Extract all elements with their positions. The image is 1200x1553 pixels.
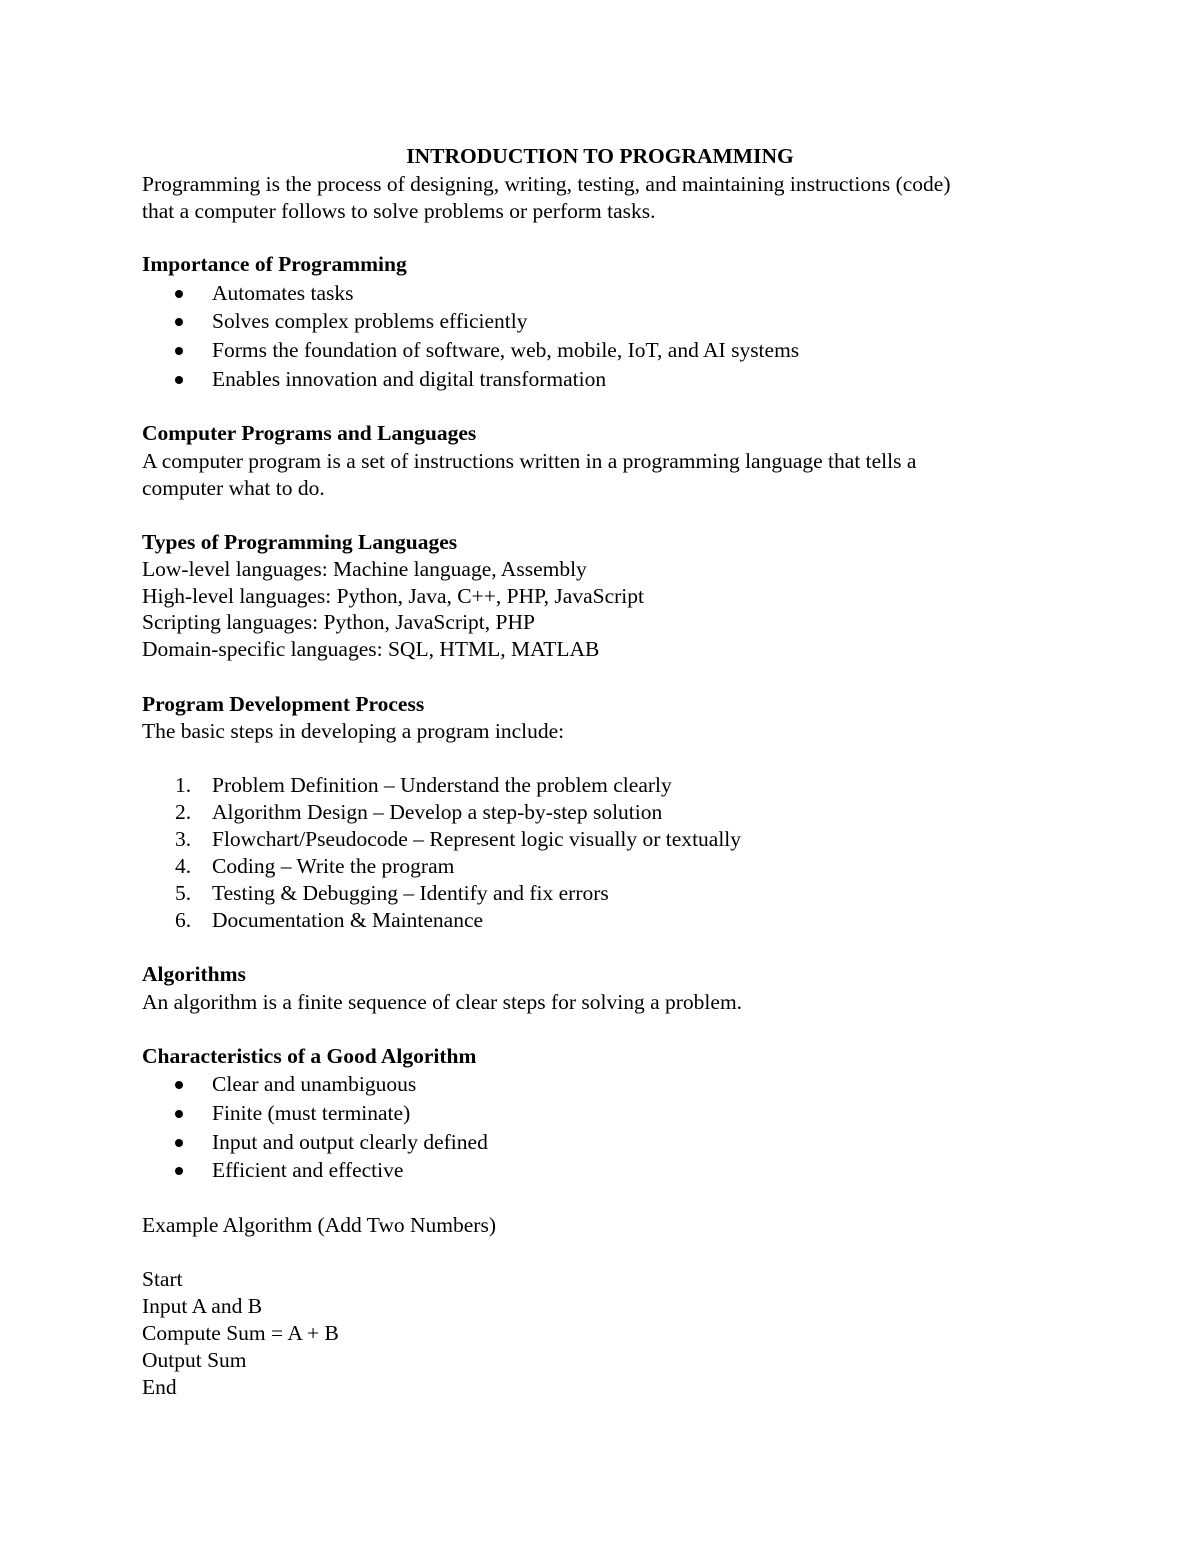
section-heading-algorithms: Algorithms	[142, 962, 246, 986]
bullet-icon	[175, 376, 183, 384]
language-type-line: Scripting languages: Python, JavaScript, PHP	[142, 610, 535, 634]
example-step: End	[142, 1375, 177, 1399]
bullet-icon	[175, 347, 183, 355]
paragraph-line: An algorithm is a finite sequence of clear steps for solving a problem.	[142, 990, 743, 1014]
example-step: Start	[142, 1267, 183, 1291]
bullet-icon	[175, 1110, 183, 1118]
language-type-line: Domain-specific languages: SQL, HTML, MATLAB	[142, 637, 600, 661]
example-step: Output Sum	[142, 1348, 247, 1372]
example-step: Compute Sum = A + B	[142, 1321, 339, 1345]
section-heading-process: Program Development Process	[142, 692, 425, 716]
paragraph-line: The basic steps in developing a program include:	[142, 719, 565, 743]
intro-line: Programming is the process of designing, writing, testing, and maintaining instructions (code)	[142, 172, 951, 196]
bullet-icon	[175, 1167, 183, 1175]
paragraph-line: computer what to do.	[142, 476, 325, 500]
bullet-icon	[175, 290, 183, 298]
paragraph-line: A computer program is a set of instructions written in a programming language that tells a	[142, 449, 917, 473]
example-step: Input A and B	[142, 1294, 263, 1318]
bullet-icon	[175, 1081, 183, 1089]
section-heading-importance: Importance of Programming	[142, 252, 407, 276]
bullet-icon	[175, 1139, 183, 1147]
document-page: INTRODUCTION TO PROGRAMMING Programming is the process of designing, writing, testing, and maintaining instructions (code) that a computer follows to solve problems or perform tasks. Importance of Programming Automates tasks Solves complex problems efficiently Forms the foundation of software, web, mobile, IoT, and AI systems Enables innovation and digital transformation Computer Programs and Languages A computer program is a set of instructions written in a programming language that tells a computer what to do. Types of Programming Languages Low-level languages: Machine language, Assembly High-level languages: Python, Java, C++, PHP, JavaScript Scripting languages: Python, JavaScript, PHP Domain-specific languages: SQL, HTML, MATLAB Program Development Process The basic steps in developing a program include: 1. Problem Definition – Understand the problem clearly 2. Algorithm Design – Develop a step-by-step solution 3. Flowchart/Pseudocode – Represent logic visually or textually 4. Coding – Write the program 5. Testing & Debugging – Identify and fix errors 6. Documentation & Maintenance Algorithms An algorithm is a finite sequence of clear steps for solving a problem. Characteristics of a Good Algorithm Clear and unambiguous Finite (must terminate) Input and output clearly defined Efficient and effective Example Algorithm (Add Two Numbers) Start Input A and B Compute Sum = A + B Output Sum End	[0, 0, 1200, 1553]
section-heading-programs: Computer Programs and Languages	[142, 421, 477, 445]
language-type-line: Low-level languages: Machine language, Assembly	[142, 557, 587, 581]
section-heading-types: Types of Programming Languages	[142, 530, 458, 554]
intro-line: that a computer follows to solve problems or perform tasks.	[142, 199, 656, 223]
section-heading-characteristics: Characteristics of a Good Algorithm	[142, 1044, 477, 1068]
bullet-icon	[175, 318, 183, 326]
example-heading: Example Algorithm (Add Two Numbers)	[142, 1213, 496, 1237]
language-type-line: High-level languages: Python, Java, C++, PHP, JavaScript	[142, 584, 644, 608]
document-title: INTRODUCTION TO PROGRAMMING	[406, 144, 794, 168]
